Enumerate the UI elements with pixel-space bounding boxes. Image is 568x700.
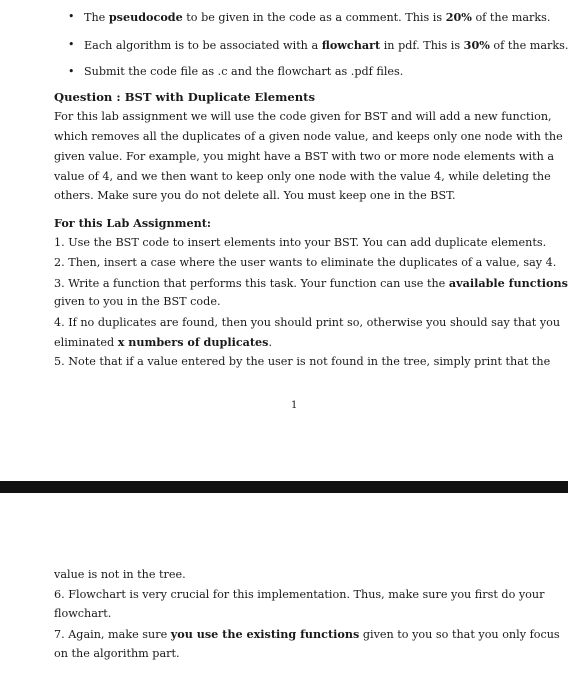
question-paragraph-line: For this lab assignment we will use the code given for BST and will add a new function, [54,110,552,123]
bullet-text: Each algorithm is to be associated with a [84,39,322,52]
lab-item-text: . [268,336,273,349]
lab-item-4: 4. If no duplicates are found, then you should print so, otherwise you should say that you [54,316,561,329]
lab-assignment-heading [54,216,211,231]
bullet-bold-text: 30% [463,38,490,52]
bullet-text: in pdf. This is [380,39,464,52]
lab-item-7 [54,627,560,642]
lab-item-2: 2. Then, insert a case where the user wants to eliminate the duplicates of a value, say 4. [54,256,557,269]
lab-item-text: 3. Write a function that performs this task. Your function can use the [54,277,449,290]
lab-item-3-continued: given to you in the BST code. [54,295,221,308]
bullet-item-flowchart [84,38,568,53]
bullet-text: to be given in the code as a comment. This is [182,11,446,24]
bullet-bold-text: flowchart [321,38,381,52]
bullet-bold-text: 20% [445,10,472,24]
question-paragraph-line: which removes all the duplicates of a given node value, and keeps only one node with the [54,130,563,143]
lab-heading-text: For this Lab Assignment: [54,216,212,230]
lab-item-7-continued: on the algorithm part. [54,647,180,660]
lab-item-bold-text: x numbers of duplicates [117,335,269,349]
bullet-dot-icon: • [68,38,75,51]
bullet-dot-icon: • [68,65,75,78]
lab-item-1: 1. Use the BST code to insert elements into your BST. You can add duplicate elements. [54,236,547,249]
bullet-text: of the marks. [471,11,551,24]
lab-item-6-continued: flowchart. [54,607,112,620]
bullet-item-pseudocode [84,10,550,25]
bullet-text: The [84,11,109,24]
bullet-dot-icon: • [68,10,75,23]
lab-item-text: given to you so that you only focus [359,628,560,641]
question-paragraph-line: value of 4, and we then want to keep only one node with the value 4, while deleting the [54,170,551,183]
lab-item-4-continued [54,335,272,350]
lab-item-bold-text: you use the existing functions [170,627,360,641]
bullet-text: of the marks. [489,39,568,52]
page-number: 1 [291,400,298,411]
bullet-item-submit [84,65,403,79]
lab-item-5: 5. Note that if a value entered by the user is not found in the tree, simply print that the [54,355,551,368]
document-page-2 [0,493,568,700]
bullet-bold-text: pseudocode [108,10,183,24]
lab-item-bold-text: available functions [448,276,568,290]
lab-item-3 [54,276,568,291]
lab-item-text: eliminated [54,336,118,349]
question-paragraph-line: others. Make sure you do not delete all. You must keep one in the BST. [54,189,456,202]
question-heading: Question : BST with Duplicate Elements [54,90,316,104]
lab-item-5-continued: value is not in the tree. [54,568,186,581]
bullet-text: Submit the code file as .c and the flowchart as .pdf files. [84,65,404,78]
lab-item-6: 6. Flowchart is very crucial for this implementation. Thus, make sure you first do your [54,588,545,601]
question-paragraph-line: given value. For example, you might have a BST with two or more node elements with a [54,150,555,163]
page-divider [0,481,568,493]
lab-item-text: 7. Again, make sure [54,628,171,641]
